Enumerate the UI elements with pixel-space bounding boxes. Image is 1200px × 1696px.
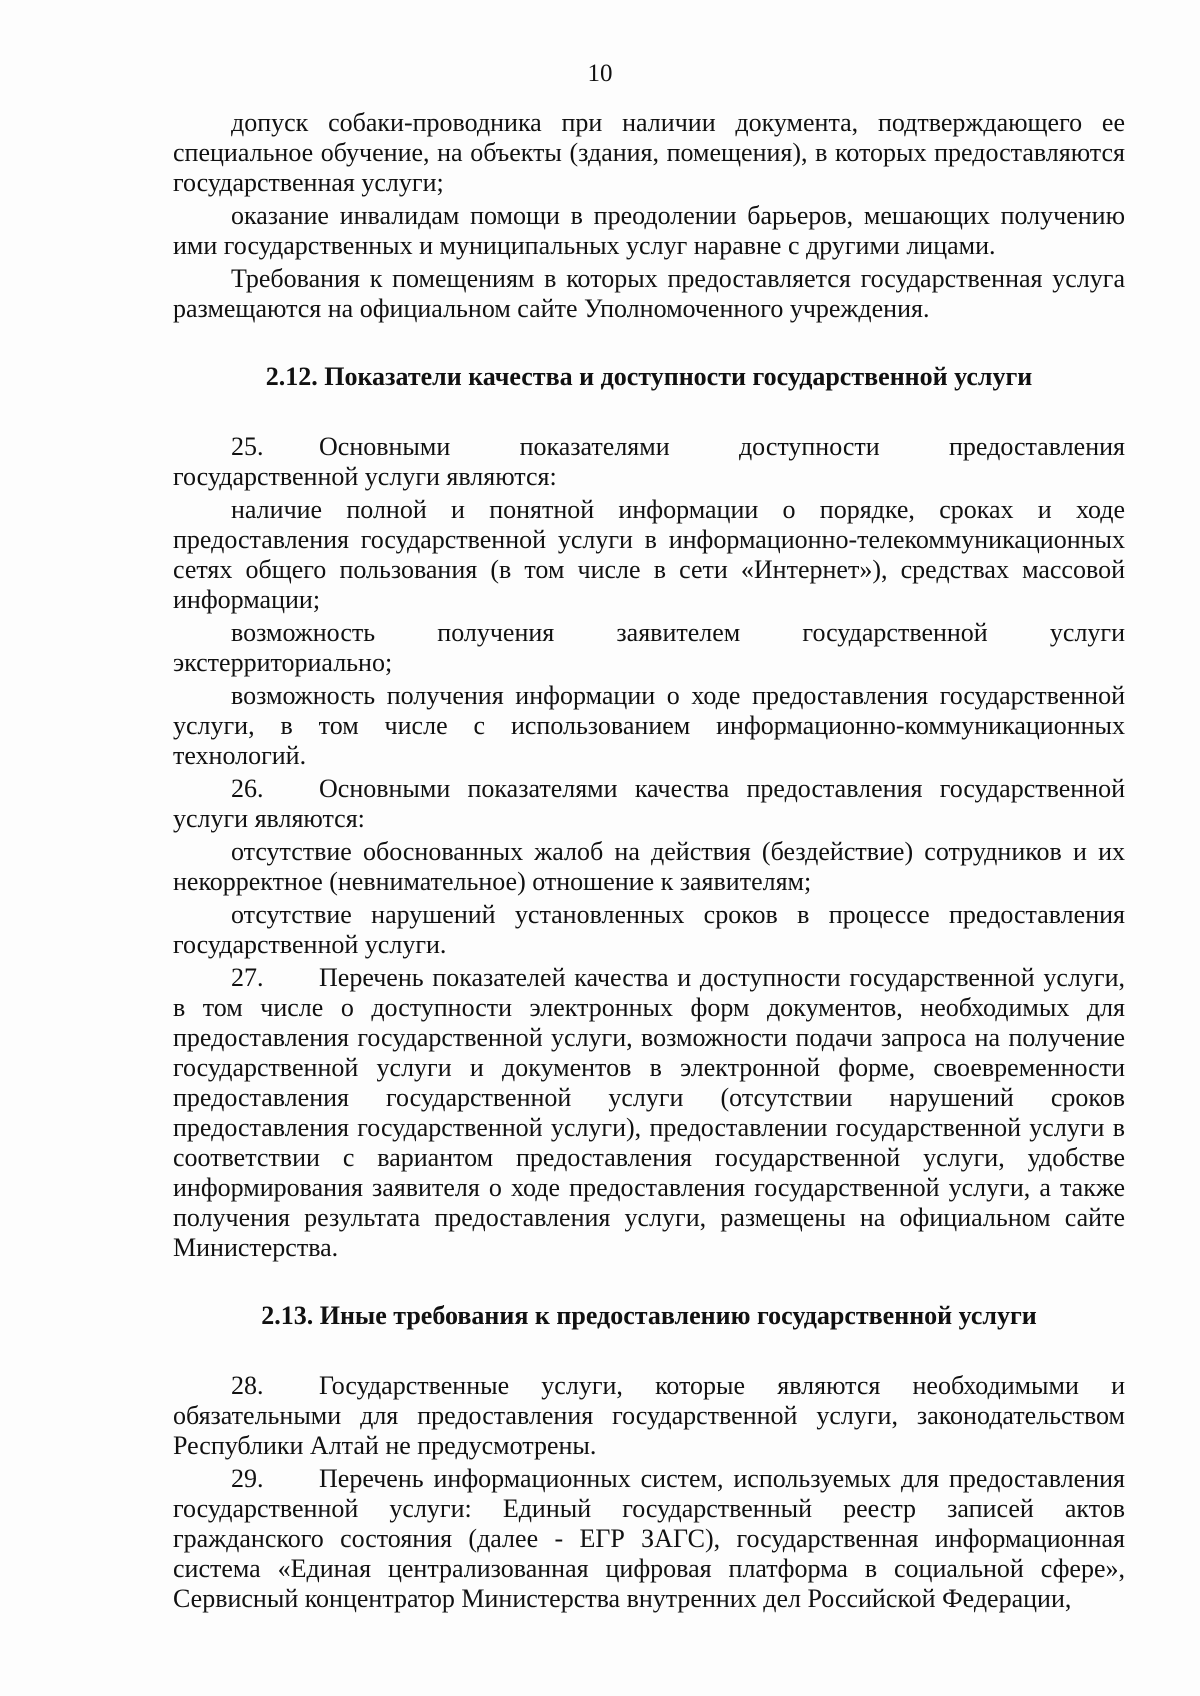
item-25-list-entry: возможность получения информации о ходе предоставления государственной услуги, в том числе с использованием информационно-коммуникационных технологий. [173,681,1125,770]
item-27-number: 27. [231,963,264,992]
item-26-number: 26. [231,774,264,803]
item-29-number: 29. [231,1464,264,1493]
page-number: 10 [587,60,613,87]
paragraph-assistance: оказание инвалидам помощи в преодолении барьеров, мешающих получению ими государственных и муниципальных услуг наравне с другими лицами. [173,201,1125,260]
item-29 [173,1464,1125,1614]
item-26-list-entry: отсутствие нарушений установленных сроков в процессе предоставления государственной услуги. [173,900,1125,959]
item-26-text: Основными показателями качества предоставления государственной услуги являются: [173,774,1125,833]
item-28 [173,1371,1125,1461]
paragraph-guide-dog: допуск собаки-проводника при наличии документа, подтверждающего ее специальное обучение, на объекты (здания, помещения), в которых предоставляются государственная услуги; [173,108,1125,197]
item-25 [173,432,1125,492]
item-25-list-entry: наличие полной и понятной информации о порядке, сроках и ходе предоставления государственной услуги в информационно-телекоммуникационных сетях общего пользования (в том числе в сети «Интернет»), средствах массовой информации; [173,495,1125,614]
item-28-number: 28. [231,1371,264,1400]
item-29-text: Перечень информационных систем, используемых для предоставления государственной услуги: Единый государственный реестр записей актов гражданского состояния (далее - ЕГР ЗАГС), государственная информационная система «Единая централизованная цифровая платформа в социальной сфере», Сервисный концентратор Министерства внутренних дел Российской Федерации, [173,1464,1125,1613]
item-26 [173,774,1125,834]
item-27-text: Перечень показателей качества и доступности государственной услуги, в том числе о доступности электронных форм документов, необходимых для предоставления государственной услуги, возможности подачи запроса на получение государственной услуги и документов в электронной форме, своевременности предоставления государственной услуги (отсутствии нарушений сроков предоставления государственной услуги), предоставлении государственной услуги в соответствии с вариантом предоставления государственной услуги, удобстве информирования заявителя о ходе предоставления государственной услуги, а также получения результата предоставления услуги, размещены на официальном сайте Министерства. [173,963,1125,1262]
item-26-list-entry: отсутствие обоснованных жалоб на действия (бездействие) сотрудников и их некорректное (невнимательное) отношение к заявителям; [173,837,1125,896]
section-heading-2-12: 2.12. Показатели качества и доступности государственной услуги [265,362,1033,391]
document-body [173,108,1125,1617]
paragraph-premises-requirements: Требования к помещениям в которых предоставляется государственная услуга размещаются на официальном сайте Уполномоченного учреждения. [173,264,1125,323]
item-25-list-entry: возможность получения заявителем государственной услуги экстерриториально; [173,618,1125,677]
item-27 [173,963,1125,1263]
item-25-text: Основными показателями доступности предоставления государственной услуги являются: [173,432,1125,491]
item-28-text: Государственные услуги, которые являются необходимыми и обязательными для предоставления государственной услуги, законодательством Республики Алтай не предусмотрены. [173,1371,1125,1460]
section-heading-2-13: 2.13. Иные требования к предоставлению государственной услуги [261,1301,1037,1330]
item-25-number: 25. [231,432,264,461]
